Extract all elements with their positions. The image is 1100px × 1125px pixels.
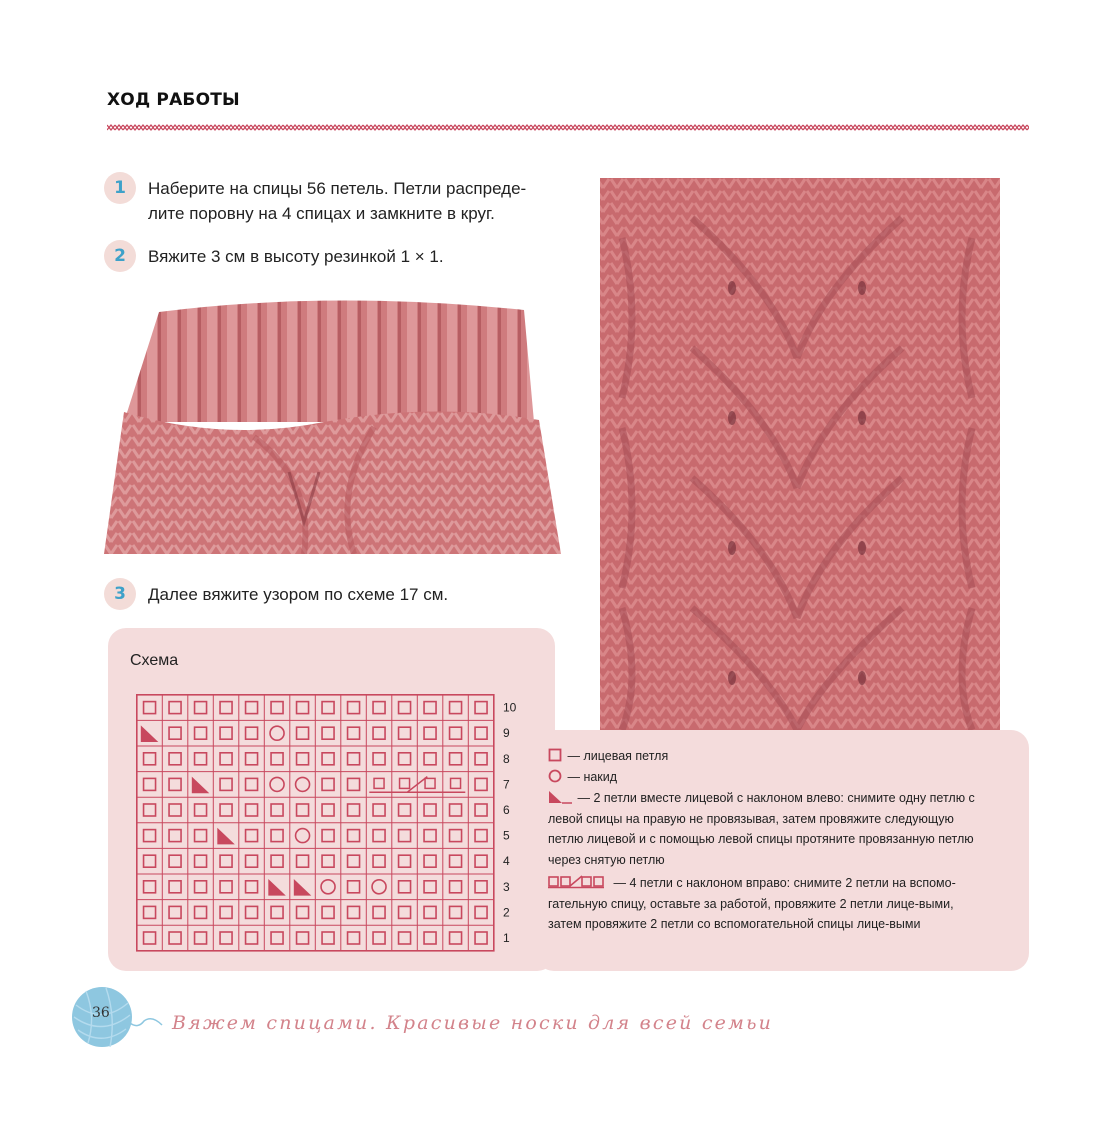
book-title: Вяжем спицами. Красивые носки для всей семьи — [172, 1012, 774, 1034]
knit-stitch-symbol — [322, 727, 334, 739]
knit-stitch-symbol — [450, 830, 462, 842]
row-number: 7 — [503, 777, 510, 792]
knit-stitch-symbol — [297, 906, 309, 918]
knit-stitch-symbol — [424, 753, 436, 765]
knit-stitch-symbol — [246, 727, 258, 739]
knit-stitch-symbol — [144, 830, 156, 842]
knit-stitch-symbol — [399, 906, 411, 918]
knit-stitch-symbol — [169, 932, 181, 944]
knit-stitch-symbol — [220, 727, 232, 739]
step-1 — [104, 176, 574, 226]
knit-stitch-symbol — [271, 804, 283, 816]
knit-stitch-symbol — [297, 702, 309, 714]
knit-stitch-symbol — [169, 804, 181, 816]
section-heading: ХОД РАБОТЫ — [107, 90, 240, 110]
knit-stitch-symbol — [297, 727, 309, 739]
row-number: 5 — [503, 828, 510, 843]
step-number: 1 — [104, 172, 136, 204]
ribbing-photo — [104, 292, 561, 554]
left-decrease-symbol-icon — [548, 790, 574, 804]
knit-stitch-symbol — [450, 881, 462, 893]
knit-stitch-symbol — [450, 804, 462, 816]
knit-stitch-symbol — [169, 727, 181, 739]
knit-stitch-symbol — [475, 830, 487, 842]
legend-left-decrease-text: — 2 петли вместе лицевой с наклоном влево: снимите одну петлю с левой спицы на правую не провязывая, затем провяжите следующую петлю лицевой и с помощью левой спицы протяните провязанную петлю через снятую петлю — [548, 791, 975, 867]
knit-stitch-symbol — [450, 906, 462, 918]
knit-stitch-symbol — [450, 727, 462, 739]
cross-stitch-symbol — [451, 778, 461, 788]
knit-stitch-symbol — [424, 881, 436, 893]
knit-stitch-symbol — [348, 727, 360, 739]
yarn-over-symbol-icon — [548, 769, 564, 783]
knit-stitch-symbol — [424, 855, 436, 867]
knit-stitch-symbol — [475, 727, 487, 739]
knit-stitch-symbol — [144, 753, 156, 765]
knit-stitch-symbol — [399, 753, 411, 765]
row-number: 9 — [503, 726, 510, 741]
knit-stitch-symbol — [399, 855, 411, 867]
knit-stitch-symbol — [271, 855, 283, 867]
row-number: 3 — [503, 879, 510, 894]
knit-stitch-symbol — [169, 753, 181, 765]
knit-stitch-symbol — [169, 702, 181, 714]
knit-stitch-symbol — [144, 804, 156, 816]
knit-stitch-symbol — [399, 830, 411, 842]
knit-stitch-symbol — [169, 881, 181, 893]
knit-stitch-symbol — [450, 702, 462, 714]
step-text: Далее вяжите узором по схеме 17 см. — [148, 585, 449, 604]
row-number: 8 — [503, 751, 510, 766]
row-number: 10 — [503, 700, 517, 715]
knit-stitch-symbol — [424, 804, 436, 816]
step-number: 2 — [104, 240, 136, 272]
knit-stitch-symbol — [246, 753, 258, 765]
pattern-swatch-photo — [582, 178, 1027, 730]
left-decrease-symbol — [268, 879, 286, 896]
knit-stitch-symbol — [348, 753, 360, 765]
knit-stitch-symbol — [348, 804, 360, 816]
knit-stitch-symbol — [144, 906, 156, 918]
legend-yarn-over — [548, 767, 988, 788]
row-number: 2 — [503, 905, 510, 920]
knit-symbol-icon — [548, 748, 564, 762]
knit-stitch-symbol — [475, 804, 487, 816]
knit-stitch-symbol — [475, 778, 487, 790]
schema-title: Схема — [130, 652, 179, 669]
knit-stitch-symbol — [322, 804, 334, 816]
knit-stitch-symbol — [144, 702, 156, 714]
knit-stitch-symbol — [169, 906, 181, 918]
step-number: 3 — [104, 578, 136, 610]
row-number: 1 — [503, 931, 510, 945]
knit-stitch-symbol — [399, 881, 411, 893]
yarn-over-symbol — [372, 880, 386, 894]
knit-stitch-symbol — [271, 906, 283, 918]
knit-stitch-symbol — [424, 906, 436, 918]
knit-stitch-symbol — [373, 753, 385, 765]
cross-stitch-symbol — [400, 778, 410, 788]
knit-stitch-symbol — [271, 702, 283, 714]
knit-stitch-symbol — [297, 753, 309, 765]
knit-stitch-symbol — [144, 881, 156, 893]
row-number: 6 — [503, 803, 510, 817]
knit-stitch-symbol — [195, 881, 207, 893]
legend-yarn-over-text: — накид — [567, 770, 618, 784]
knit-stitch-symbol — [220, 906, 232, 918]
knit-stitch-symbol — [220, 881, 232, 893]
cross-stitch-symbol — [374, 778, 384, 788]
knit-stitch-symbol — [399, 727, 411, 739]
knit-stitch-symbol — [450, 753, 462, 765]
yarn-ball-icon — [66, 985, 166, 1055]
knit-stitch-symbol — [246, 702, 258, 714]
knit-stitch-symbol — [475, 753, 487, 765]
knit-stitch-symbol — [220, 855, 232, 867]
knit-stitch-symbol — [169, 855, 181, 867]
knit-stitch-symbol — [246, 932, 258, 944]
step-text: Вяжите 3 см в высоту резинкой 1 × 1. — [148, 247, 444, 266]
right-cross-symbol-icon — [548, 875, 610, 889]
knit-stitch-symbol — [144, 778, 156, 790]
knit-stitch-symbol — [399, 702, 411, 714]
knit-stitch-symbol — [195, 932, 207, 944]
yarn-over-symbol — [321, 880, 335, 894]
page-number: 36 — [92, 1005, 110, 1021]
knit-stitch-symbol — [348, 830, 360, 842]
knit-stitch-symbol — [297, 855, 309, 867]
knit-stitch-symbol — [399, 932, 411, 944]
legend-knit-text: — лицевая петля — [567, 749, 669, 763]
left-decrease-symbol — [141, 725, 159, 742]
knit-stitch-symbol — [322, 753, 334, 765]
yarn-over-symbol — [296, 829, 310, 843]
knit-stitch-symbol — [348, 881, 360, 893]
knit-stitch-symbol — [475, 855, 487, 867]
yarn-over-symbol — [270, 726, 284, 740]
knit-stitch-symbol — [195, 804, 207, 816]
knit-stitch-symbol — [246, 906, 258, 918]
knit-stitch-symbol — [297, 804, 309, 816]
knit-stitch-symbol — [195, 855, 207, 867]
knit-stitch-symbol — [373, 830, 385, 842]
legend-left-decrease — [548, 788, 988, 870]
knit-stitch-symbol — [424, 830, 436, 842]
knit-stitch-symbol — [450, 932, 462, 944]
knit-stitch-symbol — [322, 778, 334, 790]
knit-stitch-symbol — [195, 830, 207, 842]
step-text: Наберите на спицы 56 петель. Петли распреде- лите поровну на 4 спицах и замкните в круг. — [148, 179, 527, 223]
knit-stitch-symbol — [373, 906, 385, 918]
knit-stitch-symbol — [475, 932, 487, 944]
knit-stitch-symbol — [195, 727, 207, 739]
knit-stitch-symbol — [144, 932, 156, 944]
knit-stitch-symbol — [399, 804, 411, 816]
knit-stitch-symbol — [373, 855, 385, 867]
cross-stitch-symbol — [425, 778, 435, 788]
knit-stitch-symbol — [424, 932, 436, 944]
knitting-chart — [136, 694, 526, 954]
left-decrease-symbol — [294, 879, 312, 896]
knit-stitch-symbol — [322, 855, 334, 867]
left-decrease-symbol — [192, 777, 210, 794]
knit-stitch-symbol — [220, 778, 232, 790]
knit-stitch-symbol — [475, 906, 487, 918]
yarn-over-symbol — [270, 777, 284, 791]
knit-stitch-symbol — [271, 932, 283, 944]
knit-stitch-symbol — [475, 881, 487, 893]
knit-stitch-symbol — [271, 830, 283, 842]
legend-knit — [548, 746, 988, 767]
knit-stitch-symbol — [450, 855, 462, 867]
knit-stitch-symbol — [373, 932, 385, 944]
knit-stitch-symbol — [475, 702, 487, 714]
row-number: 4 — [503, 854, 510, 869]
knit-stitch-symbol — [322, 932, 334, 944]
legend-right-cross-text: — 4 петли с наклоном вправо: снимите 2 петли на вспомо-гательную спицу, оставьте за работой, провяжите 2 петли лице-выми, затем провяжите 2 петли со вспомогательной спицы лице-выми — [548, 876, 956, 931]
knit-stitch-symbol — [271, 753, 283, 765]
knit-stitch-symbol — [348, 855, 360, 867]
decorative-divider — [107, 122, 1029, 134]
knit-stitch-symbol — [220, 702, 232, 714]
knit-stitch-symbol — [220, 932, 232, 944]
knit-stitch-symbol — [195, 753, 207, 765]
knit-stitch-symbol — [246, 830, 258, 842]
knit-stitch-symbol — [348, 906, 360, 918]
knit-stitch-symbol — [195, 702, 207, 714]
knit-stitch-symbol — [169, 778, 181, 790]
knit-stitch-symbol — [246, 778, 258, 790]
knit-stitch-symbol — [246, 804, 258, 816]
knit-stitch-symbol — [322, 702, 334, 714]
knit-stitch-symbol — [348, 778, 360, 790]
knit-stitch-symbol — [348, 932, 360, 944]
knit-stitch-symbol — [246, 881, 258, 893]
knit-stitch-symbol — [424, 727, 436, 739]
knit-stitch-symbol — [424, 702, 436, 714]
knit-stitch-symbol — [169, 830, 181, 842]
knit-stitch-symbol — [195, 906, 207, 918]
knit-stitch-symbol — [220, 753, 232, 765]
knit-stitch-symbol — [322, 830, 334, 842]
step-3 — [104, 582, 574, 610]
knit-stitch-symbol — [373, 727, 385, 739]
knit-stitch-symbol — [348, 702, 360, 714]
step-2 — [104, 244, 574, 272]
knit-stitch-symbol — [373, 804, 385, 816]
knit-stitch-symbol — [373, 702, 385, 714]
knit-stitch-symbol — [246, 855, 258, 867]
knit-stitch-symbol — [297, 932, 309, 944]
knit-stitch-symbol — [220, 804, 232, 816]
knit-stitch-symbol — [144, 855, 156, 867]
left-decrease-symbol — [217, 828, 235, 845]
yarn-over-symbol — [296, 777, 310, 791]
knit-stitch-symbol — [322, 906, 334, 918]
legend-right-cross — [548, 873, 988, 935]
